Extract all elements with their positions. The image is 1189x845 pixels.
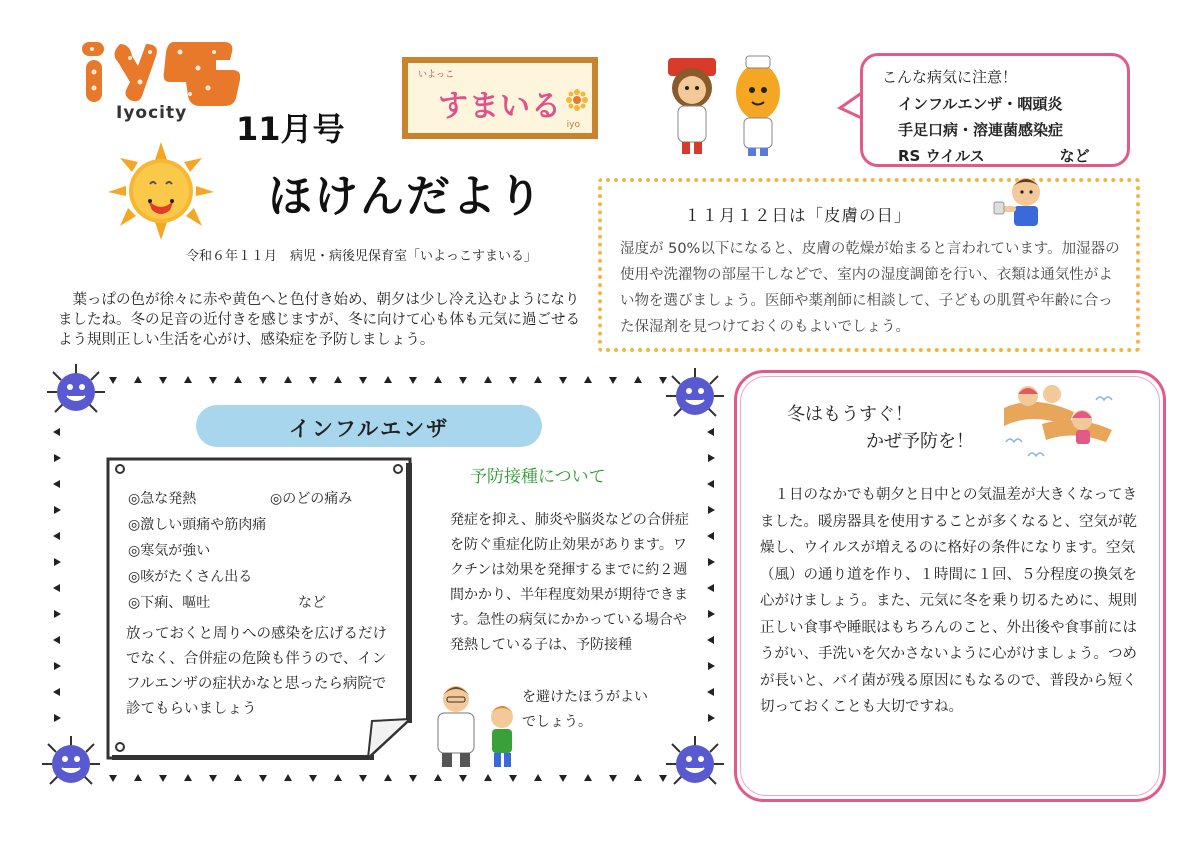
- frame-triangle: [707, 584, 714, 592]
- frame-triangle: [109, 775, 117, 782]
- germ-icon: [40, 734, 102, 790]
- frame-triangle: [284, 774, 292, 781]
- frame-triangle: [459, 775, 467, 782]
- frame-triangle: [708, 610, 715, 618]
- frame-triangle: [409, 377, 417, 384]
- kids-on-flying-carpet-icon: [998, 376, 1118, 466]
- frame-triangle: [109, 377, 117, 384]
- symptom-item: など: [298, 595, 326, 611]
- frame-triangle: [54, 506, 61, 514]
- frame-triangle: [707, 480, 714, 488]
- frame-triangle: [707, 428, 714, 436]
- germ-icon: [664, 366, 726, 422]
- frame-triangle: [259, 775, 267, 782]
- frame-triangle: [53, 688, 60, 696]
- frame-triangle: [559, 775, 567, 782]
- frame-triangle: [53, 480, 60, 488]
- callout-heading: こんな病気に注意！: [882, 68, 1018, 86]
- vaccine-text-tail: を避けたほうがよい でしょう。: [522, 689, 648, 730]
- doctor-with-child-icon: [430, 683, 526, 769]
- frame-triangle: [584, 376, 592, 383]
- skin-day-text: 湿度が 50%以下になると、皮膚の乾燥が始まると言われています。加湿器の使用や洗濯物の部屋干しなどで、室内の湿度調節を行い、衣類は通気性がよい物を選びましょう。医師や薬剤師に相談して、子どもの肌質や年齢に合った保湿剤を見つけておくのもよいでしょう。: [620, 241, 1120, 335]
- symptom-item: ◎咳がたくさん出る: [128, 569, 253, 585]
- frame-triangle: [634, 774, 642, 781]
- callout-line: RS ウイルス など: [898, 147, 1090, 165]
- frame-triangle: [707, 532, 714, 540]
- frame-triangle: [284, 376, 292, 383]
- frame-triangle: [384, 774, 392, 781]
- frame-triangle: [434, 376, 442, 383]
- vaccine-text: 発症を抑え、肺炎や脳炎などの合併症を防ぐ重症化防止効果があります。ワクチンは効果を発揮するまでに約２週間かかり、半年程度効果が期待できます。急性の病気にかかっている場合や発熱している子は、予防接種: [450, 512, 689, 653]
- symptom-item: ◎急な発熱: [128, 491, 197, 507]
- frame-triangle: [708, 714, 715, 722]
- frame-triangle: [409, 775, 417, 782]
- frame-triangle: [509, 775, 517, 782]
- cold-heading-1: 冬はもうすぐ！: [787, 404, 913, 425]
- smile-banner: [402, 57, 598, 139]
- symptom-item: ◎下痢、嘔吐: [128, 595, 211, 611]
- frame-triangle: [384, 376, 392, 383]
- frame-triangle: [707, 688, 714, 696]
- frame-triangle: [309, 775, 317, 782]
- frame-triangle: [309, 377, 317, 384]
- frame-triangle: [359, 377, 367, 384]
- frame-triangle: [259, 377, 267, 384]
- frame-triangle: [53, 428, 60, 436]
- frame-triangle: [184, 376, 192, 383]
- frame-triangle: [334, 376, 342, 383]
- symptom-item: ◎激しい頭痛や筋肉痛: [128, 517, 267, 533]
- frame-triangle: [53, 636, 60, 644]
- vaccine-title: 予防接種について: [470, 467, 606, 487]
- frame-triangle: [159, 775, 167, 782]
- frame-triangle: [708, 662, 715, 670]
- frame-triangle: [484, 376, 492, 383]
- issue-label: 11月号: [236, 110, 345, 148]
- frame-triangle: [134, 774, 142, 781]
- frame-triangle: [54, 714, 61, 722]
- frame-triangle: [609, 377, 617, 384]
- page-title: ほけんだより: [268, 171, 544, 222]
- frame-triangle: [708, 454, 715, 462]
- influenza-warning-text: 放っておくと周りへの感染を広げるだけでなく、合併症の危険も伴うので、インフルエンザの症状かなと思ったら病院で診てもらいましょう: [126, 626, 387, 717]
- banner-small-text: いよっこ: [418, 70, 455, 80]
- banner-tiny-text: iyo: [566, 120, 580, 130]
- mascot-characters-icon: [660, 50, 790, 160]
- sun-icon: [106, 140, 216, 240]
- frame-triangle: [184, 774, 192, 781]
- influenza-title: インフルエンザ: [288, 417, 450, 441]
- germ-icon: [45, 362, 107, 418]
- frame-triangle: [459, 377, 467, 384]
- iyo-logo: [80, 38, 240, 106]
- frame-triangle: [359, 775, 367, 782]
- frame-triangle: [708, 506, 715, 514]
- frame-triangle: [584, 774, 592, 781]
- symptom-item: ◎のどの痛み: [270, 491, 353, 507]
- frame-triangle: [209, 377, 217, 384]
- frame-triangle: [53, 584, 60, 592]
- frame-triangle: [54, 454, 61, 462]
- callout-line: 手足口病・溶連菌感染症: [898, 121, 1064, 139]
- frame-triangle: [534, 774, 542, 781]
- banner-main-text: すまいる: [438, 89, 562, 124]
- logo-subtitle: Iyocity: [116, 103, 188, 123]
- frame-triangle: [159, 377, 167, 384]
- frame-triangle: [54, 610, 61, 618]
- germ-icon: [664, 734, 726, 790]
- intro-paragraph: 葉っぱの色が徐々に赤や黄色へと色付き始め、朝夕は少し冷え込むようになりましたね。冬の足音の近付きを感じますが、冬に向けて心も体も元気に過ごせるよう規則正しい生活を心がけ、感染症を予防しましょう。: [58, 292, 580, 348]
- frame-triangle: [609, 775, 617, 782]
- frame-triangle: [534, 376, 542, 383]
- frame-triangle: [509, 377, 517, 384]
- frame-triangle: [54, 662, 61, 670]
- frame-triangle: [634, 376, 642, 383]
- symptom-item: ◎寒気が強い: [128, 543, 211, 559]
- cold-heading-2: かぜ予防を！: [866, 431, 974, 452]
- callout-line: インフルエンザ・咽頭炎: [898, 95, 1063, 113]
- frame-triangle: [559, 377, 567, 384]
- frame-triangle: [484, 774, 492, 781]
- influenza-title-pill: [196, 405, 542, 447]
- frame-triangle: [234, 376, 242, 383]
- frame-triangle: [54, 558, 61, 566]
- frame-triangle: [434, 774, 442, 781]
- frame-triangle: [209, 775, 217, 782]
- frame-triangle: [707, 636, 714, 644]
- frame-triangle: [134, 376, 142, 383]
- issue-subtitle: 令和６年１１月 病児・病後児保育室「いよっこすまいる」: [186, 249, 538, 264]
- frame-triangle: [53, 532, 60, 540]
- frame-triangle: [334, 774, 342, 781]
- cold-prevention-text: １日のなかでも朝夕と日中との気温差が大きくなってきました。暖房器具を使用することが多くなると、空気が乾燥し、ウイルスが増えるのに格好の条件になります。空気（風）の通り道を作り、１時間に１回、５分程度の換気を心がけましょう。また、元気に冬を乗り切るために、規則正しい食事や睡眠はもちろんのこと、外出後や食事前には うがい、手洗いを欠かさないように心がけましょう。つめが長いと、バイ菌が残る原因にもなるので、普段から短く切っておくことも大切ですね。: [760, 487, 1137, 715]
- flower-icon: [566, 89, 588, 111]
- frame-triangle: [234, 774, 242, 781]
- boy-applying-cream-icon: [988, 172, 1052, 228]
- frame-triangle: [708, 558, 715, 566]
- skin-day-title: １１月１２日は「皮膚の日」: [684, 206, 912, 225]
